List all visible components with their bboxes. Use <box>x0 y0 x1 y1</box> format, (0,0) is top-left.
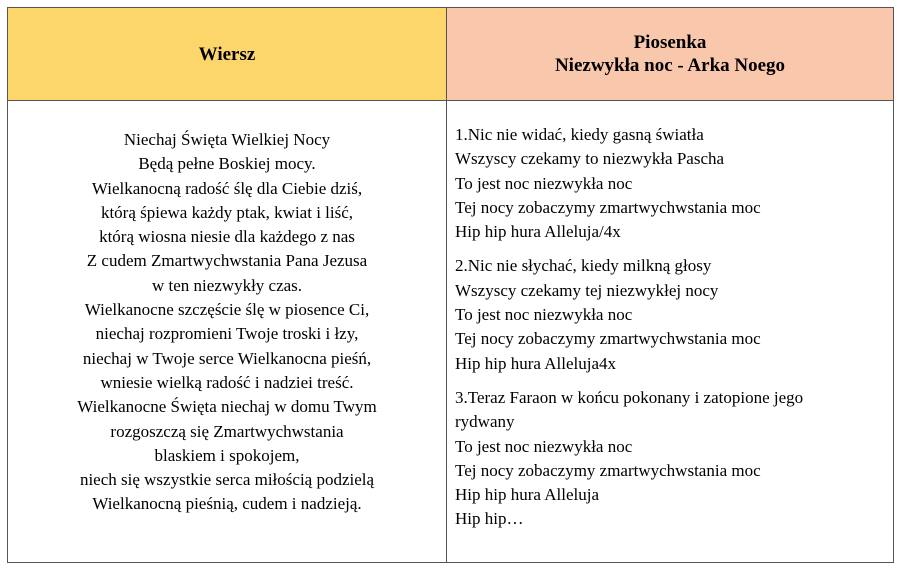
song-line: Tej nocy zobaczymy zmartwychwstania moc <box>455 460 761 480</box>
song-line: rydwany <box>455 412 515 432</box>
poem-line: którą wiosna niesie dla każdego z nas <box>99 227 355 247</box>
poem-line: Niechaj Święta Wielkiej Nocy <box>123 130 331 149</box>
poem-line: rozgoszczą się Zmartwychwstania <box>110 421 344 441</box>
song-stanza <box>455 386 889 532</box>
song-line: Hip hip hura Alleluja4x <box>455 353 617 373</box>
song-line: To jest noc niezwykła noc <box>455 305 633 325</box>
poem-line: blaskiem i spokojem, <box>154 445 300 465</box>
song-line: 3.Teraz Faraon w końcu pokonany i zatopione jego <box>455 387 804 407</box>
song-line: 1.Nic nie widać, kiedy gasną światła <box>455 125 704 144</box>
content-row <box>8 101 894 563</box>
poem-line: wniesie wielką radość i nadziei treść. <box>100 372 354 392</box>
poem-line: Wielkanocną pieśnią, cudem i nadzieją. <box>92 494 362 514</box>
song-line: Tej nocy zobaczymy zmartwychwstania moc <box>455 197 761 217</box>
song-header-title: Piosenka <box>633 32 707 53</box>
song-line: 2.Nic nie słychać, kiedy milkną głosy <box>455 256 712 276</box>
song-line: To jest noc niezwykła noc <box>455 436 633 456</box>
poem-line: Z cudem Zmartwychwstania Pana Jezusa <box>86 251 368 271</box>
poem-line: Będą pełne Boskiej mocy. <box>138 154 316 174</box>
song-line: To jest noc niezwykła noc <box>455 173 633 193</box>
header-row <box>8 8 894 101</box>
song-line: Wszyscy czekamy to niezwykła Pascha <box>455 149 725 169</box>
poem-text <box>8 101 446 517</box>
song-line: Hip hip hura Alleluja <box>455 485 600 505</box>
poem-line: Wielkanocne szczęście ślę w piosence Ci, <box>84 300 370 320</box>
song-header-subtitle: Niezwykła noc - Arka Noego <box>554 55 786 76</box>
poem-line: niechaj w Twoje serce Wielkanocna pieśń, <box>82 348 372 368</box>
poem-header-cell <box>8 8 447 101</box>
poem-cell <box>8 101 447 563</box>
song-line: Hip hip… <box>455 509 524 529</box>
song-poem-table <box>7 7 894 563</box>
poem-line: Wielkanocne Święta niechaj w domu Twym <box>77 397 377 417</box>
poem-header-title: Wiersz <box>198 43 256 65</box>
song-header-cell <box>447 8 894 101</box>
poem-line: w ten niezwykły czas. <box>151 275 303 295</box>
song-stanza <box>455 123 889 244</box>
poem-line: Wielkanocną radość ślę dla Ciebie dziś, <box>91 178 363 198</box>
song-line: Wszyscy czekamy tej niezwykłej nocy <box>455 280 719 300</box>
poem-line: którą śpiewa każdy ptak, kwiat i liść, <box>100 202 354 222</box>
song-stanza <box>455 254 889 375</box>
song-lyrics <box>447 101 893 532</box>
poem-line: niech się wszystkie serca miłością podzielą <box>79 470 375 490</box>
song-line: Tej nocy zobaczymy zmartwychwstania moc <box>455 329 761 349</box>
song-cell <box>447 101 894 563</box>
poem-line: niechaj rozpromieni Twoje troski i łzy, <box>95 324 359 344</box>
song-line: Hip hip hura Alleluja/4x <box>455 222 621 242</box>
